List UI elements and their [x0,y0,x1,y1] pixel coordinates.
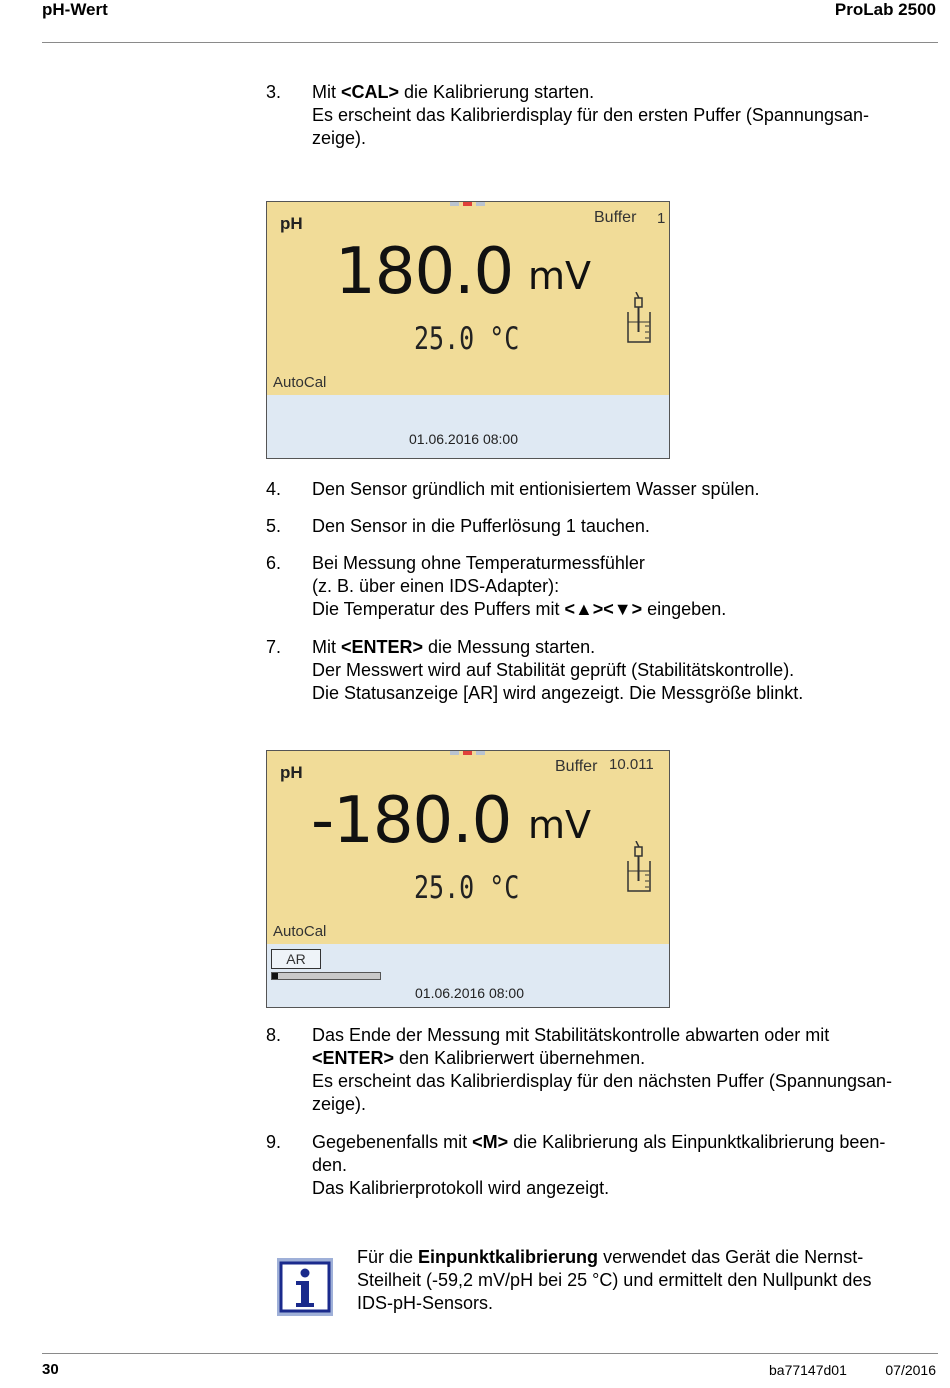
step-text-segment: zeige). [312,1094,367,1114]
display-measured-value: -180.0 [311,784,512,858]
step-number: 3. [266,82,282,102]
display-buffer-label: Buffer [555,758,598,775]
header-divider [42,42,938,43]
note-line-3: IDS-pH-Sensors. [357,1293,494,1313]
display-buffer-label: Buffer [594,209,637,226]
step-text-segment: Bei Messung ohne Temperaturmessfühler [312,553,645,573]
display-tab-marker-active [463,201,472,206]
step-text-segment: Die Statusanzeige [AR] wird angezeigt. Die Messgröße blinkt. [312,683,804,703]
display-tab-marker [476,750,485,755]
calibration-display-1 [266,201,670,459]
step-number: 8. [266,1025,282,1045]
sensor-beaker-icon [625,292,655,344]
footer-divider [42,1353,938,1354]
display-tab-marker [450,201,459,206]
step-text-segment: den Kalibrierwert übernehmen. [394,1048,646,1068]
display-ar-status: AR [271,949,321,969]
display-parameter-label: pH [280,763,303,782]
page-number: 30 [42,1361,59,1378]
display-temperature: 25.0 °C [414,869,520,906]
document-date: 07/2016 [885,1362,936,1378]
step-key-label: <ENTER> [312,1048,395,1068]
display-status-bar [267,395,669,458]
step-text-segment: Den Sensor gründlich mit entionisiertem Wasser spülen. [312,479,760,499]
info-icon [277,1258,333,1316]
step-line [312,81,936,104]
note-text [357,1246,937,1315]
step-text-segment: Das Kalibrierprotokoll wird angezeigt. [312,1178,610,1198]
step-text [312,515,936,538]
display-datetime: 01.06.2016 08:00 [409,431,518,447]
note-bold-term: Einpunktkalibrierung [418,1247,599,1267]
step-text-segment: die Kalibrierung starten. [399,82,595,102]
document-id: ba77147d01 [769,1362,847,1378]
note-line-1 [357,1246,937,1269]
step-key-label: <M> [472,1132,509,1152]
step-item [266,515,936,538]
step-text [312,636,936,705]
step-line [312,127,936,150]
step-number: 7. [266,637,282,657]
display-buffer-number: 1 [657,210,666,227]
step-line [312,478,936,501]
step-text-segment: Es erscheint das Kalibrierdisplay für den nächsten Puffer (Spannungsan- [312,1071,893,1091]
step-line [312,552,936,575]
step-line [312,636,936,659]
step-item [266,552,936,621]
step-line [312,515,936,538]
step-text [312,1131,936,1200]
step-text-segment: Der Messwert wird auf Stabilität geprüft (Stabilitätskontrolle). [312,660,795,680]
note-prefix: Für die [357,1247,419,1267]
step-text-segment: Das Ende der Messung mit Stabilitätskontrolle abwarten oder mit [312,1025,830,1045]
step-text-segment: Mit [312,637,341,657]
stability-progress-fill [272,973,278,979]
step-text [312,478,936,501]
step-number: 9. [266,1132,282,1152]
step-line [312,575,936,598]
step-text [312,81,936,150]
step-text-segment: Es erscheint das Kalibrierdisplay für den ersten Puffer (Spannungsan- [312,105,869,125]
step-text-segment: Gegebenenfalls mit [312,1132,473,1152]
display-mode-label: AutoCal [273,374,327,391]
display-tab-marker [476,201,485,206]
display-unit: mV [528,254,592,298]
step-text-segment: Die Temperatur des Puffers mit [312,599,565,619]
step-item [266,1131,936,1200]
step-number: 6. [266,553,282,573]
display-parameter-label: pH [280,214,303,233]
display-tab-marker-active [463,750,472,755]
note-line-2: Steilheit (-59,2 mV/pH bei 25 °C) und ermittelt den Nullpunkt des [357,1270,872,1290]
step-item [266,1024,936,1116]
step-text-segment: zeige). [312,128,367,148]
step-line [312,659,936,682]
step-line [312,1047,936,1070]
step-line [312,598,936,621]
step-line [312,104,936,127]
display-datetime: 01.06.2016 08:00 [415,985,524,1001]
display-unit: mV [528,803,592,847]
note-line1-rest: verwendet das Gerät die Nernst- [598,1247,864,1267]
step-line [312,1131,936,1154]
stability-progress-bar [271,972,381,980]
step-text-segment: den. [312,1155,348,1175]
step-number: 4. [266,479,282,499]
display-buffer-value: 10.011 [609,756,654,773]
step-key-label: <▲><▼> [564,599,643,619]
display-mode-label: AutoCal [273,923,327,940]
step-item [266,81,936,150]
display-tab-marker [450,750,459,755]
step-line [312,1093,936,1116]
step-text-segment: Den Sensor in die Pufferlösung 1 tauchen. [312,516,650,536]
step-line [312,1154,936,1177]
step-text [312,552,936,621]
step-line [312,1024,936,1047]
sensor-beaker-icon [625,841,655,893]
step-number: 5. [266,516,282,536]
step-text [312,1024,936,1116]
step-item [266,478,936,501]
display-temperature: 25.0 °C [414,320,520,357]
step-key-label: <ENTER> [341,637,424,657]
step-text-segment: die Kalibrierung als Einpunktkalibrierung been- [508,1132,886,1152]
step-text-segment: die Messung starten. [423,637,596,657]
calibration-display-2 [266,750,670,1008]
display-measured-value: 180.0 [335,235,514,309]
header-product-name: ProLab 2500 [834,0,936,19]
step-line [312,1177,936,1200]
step-key-label: <CAL> [341,82,400,102]
step-line [312,1070,936,1093]
header-section-title: pH-Wert [42,0,108,19]
step-item [266,636,936,705]
step-line [312,682,936,705]
step-text-segment: Mit [312,82,341,102]
step-text-segment: eingeben. [642,599,727,619]
step-text-segment: (z. B. über einen IDS-Adapter): [312,576,560,596]
